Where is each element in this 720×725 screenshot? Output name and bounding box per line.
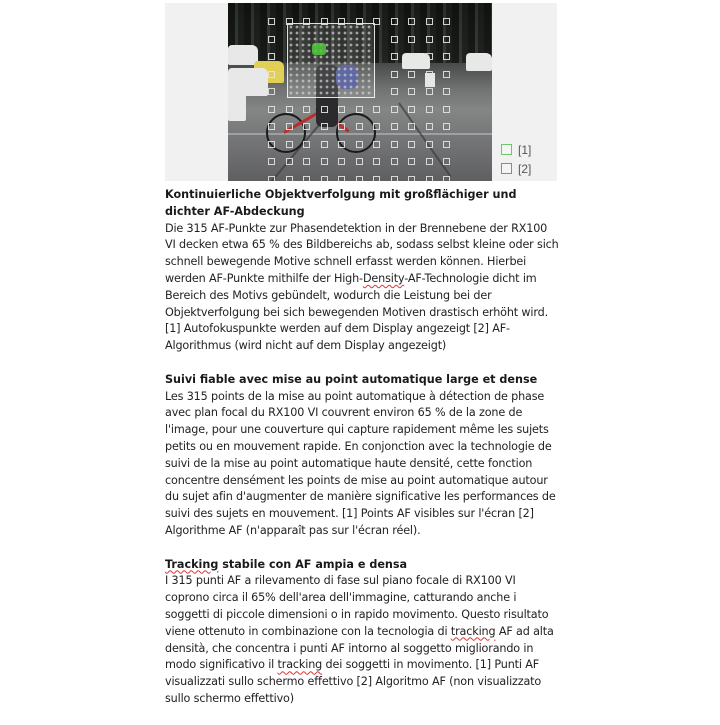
af-figure [165, 3, 557, 181]
af-point [268, 53, 275, 60]
af-point [321, 176, 328, 182]
af-point [338, 18, 345, 25]
af-point [286, 106, 293, 113]
af-point [426, 106, 433, 113]
af-point [321, 123, 328, 130]
af-point [443, 88, 450, 95]
af-point [408, 158, 415, 165]
af-focus-point-active [312, 43, 326, 55]
section-paragraph [165, 573, 560, 707]
af-point [408, 141, 415, 148]
af-dense-points [288, 24, 372, 95]
af-point [373, 123, 380, 130]
af-point [391, 88, 398, 95]
af-point [268, 141, 275, 148]
af-point [408, 53, 415, 60]
af-point [286, 18, 293, 25]
paragraph-text: AF ad alta densità, che concentra i punti AF intorno al soggetto migliorando in modo significativo il [165, 624, 554, 672]
paragraph-text: I 315 punti AF a rilevamento di fase sul piano focale di RX100 VI coprono circa il 65% dell'area dell'immagine, catturando anche i soggetti di piccole dimensioni o in rapido movimento. Questo risultato viene ottenuto in combinazione con la tecnologia di [165, 574, 549, 638]
section-german [165, 187, 560, 355]
af-point [408, 123, 415, 130]
af-point [391, 176, 398, 182]
white-car [466, 53, 492, 71]
af-point [338, 123, 345, 130]
af-point [426, 158, 433, 165]
af-point [286, 158, 293, 165]
af-point [408, 18, 415, 25]
section-heading: Suivi fiable avec mise au point automatique large et dense [165, 372, 538, 386]
af-point [408, 106, 415, 113]
section-heading [165, 557, 560, 574]
af-point [303, 176, 310, 182]
af-point [391, 18, 398, 25]
paragraph-text: -AF-Technologie dicht im Bereich des Motivs gebündelt, wodurch die Leistung bei der Objektverfolgung bei sich bewegenden Motiven drastisch erhöht wird. [1] Autofokuspunkte werden auf dem Display angezeigt [2] AF-Algorithmus (wird nicht auf dem Display angezeigt) [165, 271, 548, 353]
af-point [356, 123, 363, 130]
af-point [426, 36, 433, 43]
af-point [391, 36, 398, 43]
af-point [321, 158, 328, 165]
green-square-icon [501, 144, 512, 155]
af-point [426, 176, 433, 182]
af-point [286, 176, 293, 182]
af-point [408, 36, 415, 43]
af-point [268, 158, 275, 165]
af-point [391, 106, 398, 113]
af-point [268, 71, 275, 78]
paragraph-text: dei soggetti in movimento. [1] Punti AF visualizzati sullo schermo effettivo [2] Algoritmo AF (non visualizzato sullo schermo effettivo) [165, 658, 542, 705]
section-italian [165, 557, 560, 708]
af-point [303, 123, 310, 130]
af-point [268, 18, 275, 25]
af-point [356, 176, 363, 182]
af-point [373, 106, 380, 113]
white-car [228, 45, 258, 65]
af-point [408, 88, 415, 95]
af-point [426, 88, 433, 95]
af-point [321, 106, 328, 113]
af-point [373, 141, 380, 148]
af-point [303, 18, 310, 25]
grey-square-icon [501, 163, 512, 174]
af-point [391, 141, 398, 148]
af-point [443, 123, 450, 130]
af-point [303, 158, 310, 165]
spellcheck-flagged-word: tracking [277, 658, 323, 672]
af-point [321, 18, 328, 25]
spellcheck-flagged-word: Tracking [165, 557, 219, 571]
af-point [443, 141, 450, 148]
af-point [373, 158, 380, 165]
section-paragraph: Les 315 points de la mise au point automatique à détection de phase avec plan focal du RX100 VI couvrent environ 65 % de la zone de l'image, pour une couverture qui capture rapidement même les sujets petits ou en mouvement rapide. En conjonction avec la technologie de suivi de la mise au point automatique haute densité, cette fonction concentre densément les points de mise au point automatique autour du sujet afin d'augmenter de manière significative les performances de suivi des sujets en mouvement. [1] Points AF visibles sur l'écran [2] Algorithme AF (n'apparaît pas sur l'écran réel). [165, 389, 556, 537]
af-point [356, 158, 363, 165]
af-point [286, 123, 293, 130]
af-point [391, 158, 398, 165]
document-body [165, 187, 560, 725]
af-point [426, 123, 433, 130]
af-point [356, 141, 363, 148]
section-paragraph [165, 221, 560, 355]
af-point [268, 176, 275, 182]
legend-item [501, 159, 531, 178]
af-point [408, 71, 415, 78]
af-point [321, 141, 328, 148]
af-point [268, 123, 275, 130]
af-point [391, 123, 398, 130]
white-car [228, 83, 246, 121]
paragraph-text: Die 315 AF-Punkte zur Phasendetektion in der Brennebene der RX100 VI decken etwa 65 % des Bildbereichs ab, sodass selbst kleine oder sich schnell bewegende Motive schnell erfasst werden können. Hierbei werden AF-Punkte mithilfe der High- [165, 221, 559, 285]
heading-text: stabile con AF ampia e densa [218, 557, 408, 571]
af-point [373, 176, 380, 182]
af-point [373, 18, 380, 25]
af-point [408, 176, 415, 182]
af-point [426, 18, 433, 25]
spellcheck-flagged-word: Density [362, 271, 405, 285]
af-point [391, 53, 398, 60]
cyclist-street-photo [228, 3, 492, 181]
af-point [443, 18, 450, 25]
legend [501, 140, 531, 178]
af-point [443, 53, 450, 60]
af-point [303, 106, 310, 113]
af-point [268, 36, 275, 43]
af-point [443, 176, 450, 182]
af-point [443, 71, 450, 78]
af-point [443, 158, 450, 165]
af-point [338, 141, 345, 148]
af-point [286, 141, 293, 148]
section-heading: Kontinuierliche Objektverfolgung mit großflächiger und dichter AF-Abdeckung [165, 188, 517, 218]
af-point [426, 71, 433, 78]
legend-label: [2] [518, 161, 532, 176]
af-point [268, 88, 275, 95]
af-point [443, 36, 450, 43]
af-point [356, 18, 363, 25]
spellcheck-flagged-word: tracking [450, 624, 496, 638]
legend-label: [1] [518, 142, 532, 157]
af-point [303, 141, 310, 148]
af-point [338, 106, 345, 113]
af-point [268, 106, 275, 113]
legend-item [501, 140, 531, 159]
af-point [426, 53, 433, 60]
section-french [165, 372, 560, 540]
af-point [338, 176, 345, 182]
af-point [391, 71, 398, 78]
af-point [338, 158, 345, 165]
af-point [426, 141, 433, 148]
af-point [443, 106, 450, 113]
af-point [356, 106, 363, 113]
